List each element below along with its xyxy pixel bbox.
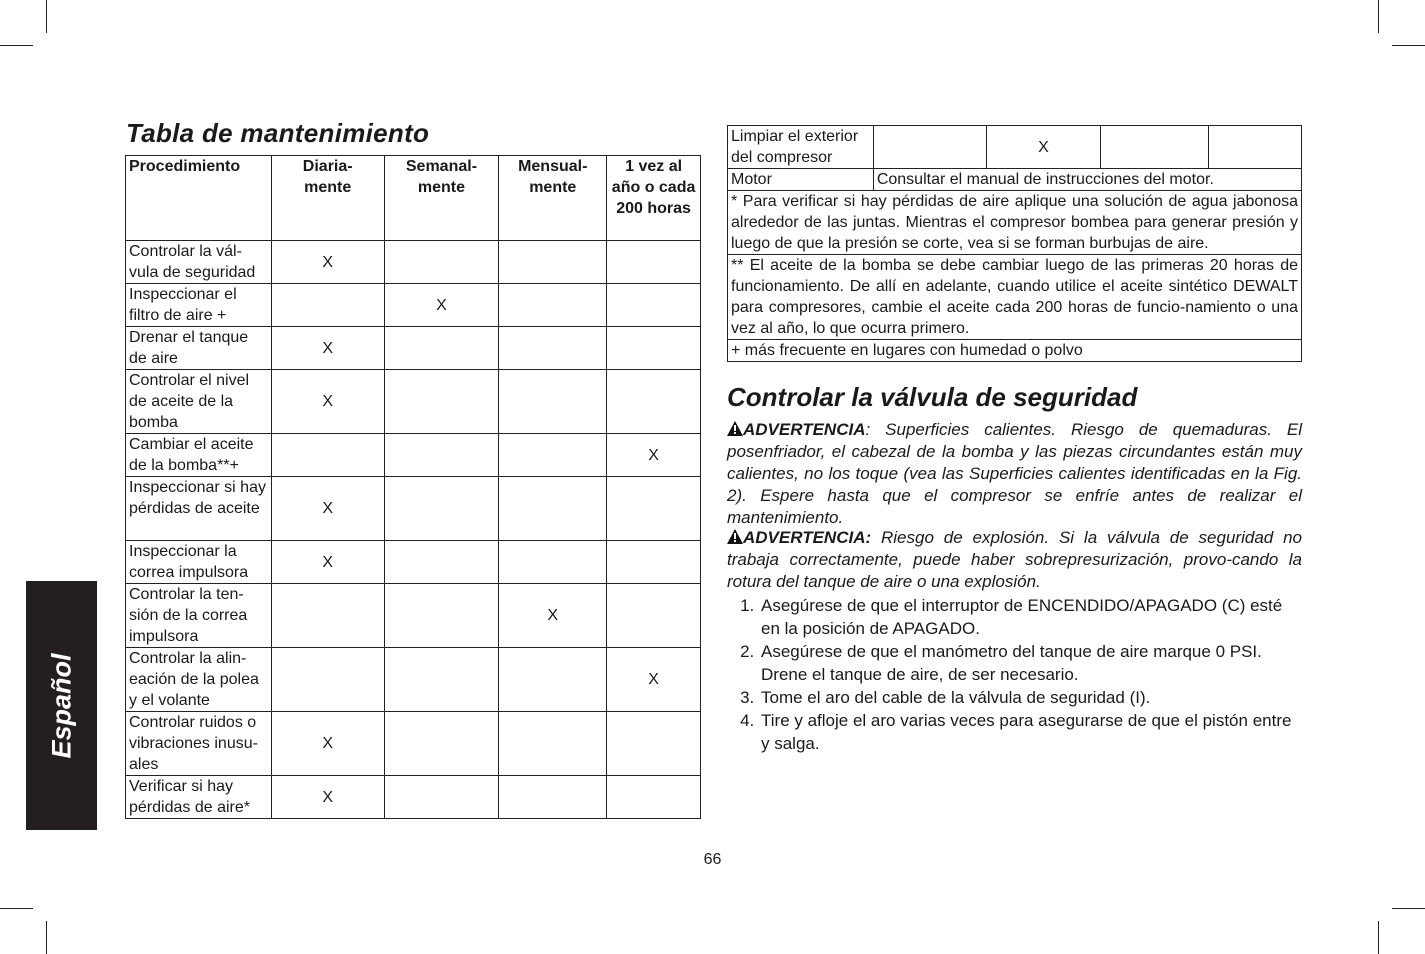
page-title: Tabla de mantenimiento <box>126 118 430 148</box>
mark-cell: X <box>384 284 499 327</box>
mark-cell <box>384 434 499 477</box>
footnote-row <box>728 191 1302 255</box>
mark-cell <box>384 584 499 648</box>
language-label: Español <box>46 652 76 759</box>
procedure-cell: Verificar si hay pérdidas de aire* <box>126 776 272 819</box>
crop-mark <box>0 45 33 46</box>
mark-cell <box>607 284 701 327</box>
section-title: Controlar la válvula de seguridad <box>727 382 1138 412</box>
footnote-air-leaks: * Para verificar si hay pérdidas de aire aplique una solución de agua jabonosa alrededor de las juntas. Mientras el compresor bombea para generar presión y luego de que la presión se corte, vea si se forman burbujas de aire. <box>728 191 1302 255</box>
crop-mark <box>1378 921 1379 954</box>
mark-cell: X <box>607 648 701 712</box>
warning-label: ADVERTENCIA <box>743 420 866 439</box>
procedure-cell: Inspeccionar la correa impulsora <box>126 541 272 584</box>
warning-triangle-icon <box>727 529 743 544</box>
mark-cell: X <box>271 241 384 284</box>
crop-mark <box>46 0 47 33</box>
mark-cell: X <box>271 477 384 541</box>
header-yearly: 1 vez al año o cada 200 horas <box>607 156 701 241</box>
list-item: 3. Tome el aro del cable de la válvula de seguridad (I). <box>759 686 1302 709</box>
motor-instruction: Consultar el manual de instrucciones del motor. <box>873 169 1301 191</box>
mark-cell <box>499 477 607 541</box>
mark-cell <box>607 241 701 284</box>
mark-cell <box>499 776 607 819</box>
procedure-cell: Cambiar el aceite de la bomba**+ <box>126 434 272 477</box>
header-daily: Diaria- mente <box>271 156 384 241</box>
table-header-row <box>126 156 701 241</box>
warning-explosion <box>727 527 1302 593</box>
warning-text: : Superficies calientes. Riesgo de quemaduras. El posenfriador, el cabezal de la bomba y las piezas circundantes están muy calientes, no los toque (vea las Superficies calientes identificadas en la Fig. 2). Espere hasta que el compresor se enfríe antes de realizar el mantenimiento. <box>727 420 1302 527</box>
mark-cell <box>499 712 607 776</box>
mark-cell <box>384 241 499 284</box>
mark-cell <box>607 327 701 370</box>
mark-cell <box>384 648 499 712</box>
mark-cell <box>384 327 499 370</box>
table-row <box>126 477 701 541</box>
mark-cell <box>499 648 607 712</box>
mark-cell <box>384 776 499 819</box>
crop-mark <box>1392 45 1425 46</box>
mark-cell <box>873 126 986 169</box>
footnote-row <box>728 255 1302 340</box>
procedure-cell: Drenar el tanque de aire <box>126 327 272 370</box>
table-row <box>126 648 701 712</box>
table-row <box>728 126 1302 169</box>
table-row <box>728 169 1302 191</box>
procedure-cell: Inspeccionar si hay pérdidas de aceite <box>126 477 272 541</box>
table-row <box>126 776 701 819</box>
crop-mark <box>1392 908 1425 909</box>
mark-cell <box>1101 126 1209 169</box>
mark-cell <box>499 241 607 284</box>
mark-cell: X <box>271 712 384 776</box>
table-row <box>126 370 701 434</box>
crop-mark <box>0 908 33 909</box>
table-row <box>126 241 701 284</box>
mark-cell <box>607 477 701 541</box>
footnote-oil-change: ** El aceite de la bomba se debe cambiar luego de las primeras 20 horas de funcionamiento. De allí en adelante, cuando utilice el aceite sintético DEWALT para compresores, cambie el aceite cada 200 horas de funcio-namiento o una vez al año, lo que ocurra primero. <box>728 255 1302 340</box>
maintenance-table <box>125 155 701 819</box>
table-row <box>126 584 701 648</box>
mark-cell <box>607 584 701 648</box>
table-row <box>126 284 701 327</box>
mark-cell: X <box>986 126 1101 169</box>
warning-text: Riesgo de explosión. Si la válvula de seguridad no trabaja correctamente, puede haber sobrepresurización, provo-cando la rotura del tanque de aire o una explosión. <box>727 528 1302 591</box>
table-row <box>126 712 701 776</box>
mark-cell <box>499 370 607 434</box>
table-row <box>126 327 701 370</box>
procedure-cell: Motor <box>728 169 874 191</box>
list-item: 1. Asegúrese de que el interruptor de ENCENDIDO/APAGADO (C) esté en la posición de APAGADO. <box>759 594 1302 640</box>
mark-cell: X <box>271 541 384 584</box>
footnote-humidity: + más frecuente en lugares con humedad o polvo <box>728 340 1302 362</box>
mark-cell <box>607 370 701 434</box>
mark-cell: X <box>607 434 701 477</box>
mark-cell <box>271 584 384 648</box>
mark-cell <box>271 284 384 327</box>
procedure-cell: Limpiar el exterior del compresor <box>728 126 874 169</box>
warning-hot-surfaces <box>727 419 1302 529</box>
warning-triangle-icon <box>727 421 743 436</box>
mark-cell <box>384 477 499 541</box>
list-item: 2. Asegúrese de que el manómetro del tanque de aire marque 0 PSI. Drene el tanque de aire, de ser necesario. <box>759 640 1302 686</box>
table-row <box>126 541 701 584</box>
crop-mark <box>1378 0 1379 33</box>
mark-cell <box>607 541 701 584</box>
header-procedure: Procedimiento <box>126 156 272 241</box>
mark-cell <box>384 541 499 584</box>
mark-cell <box>271 434 384 477</box>
language-tab <box>26 581 97 830</box>
procedure-cell: Inspeccionar el filtro de aire + <box>126 284 272 327</box>
footnote-row <box>728 340 1302 362</box>
mark-cell <box>607 712 701 776</box>
warning-label: ADVERTENCIA: <box>743 528 872 547</box>
page-number: 66 <box>703 851 722 868</box>
procedure-steps <box>727 594 1302 755</box>
mark-cell: X <box>271 327 384 370</box>
mark-cell <box>384 712 499 776</box>
mark-cell <box>607 776 701 819</box>
mark-cell <box>271 648 384 712</box>
mark-cell <box>499 327 607 370</box>
mark-cell <box>384 370 499 434</box>
procedure-cell: Controlar la ten-sión de la correa impulsora <box>126 584 272 648</box>
maintenance-table-continued <box>727 125 1302 362</box>
list-item: 4. Tire y afloje el aro varias veces para asegurarse de que el pistón entre y salga. <box>759 709 1302 755</box>
crop-mark <box>46 921 47 954</box>
mark-cell: X <box>499 584 607 648</box>
mark-cell <box>499 541 607 584</box>
mark-cell <box>499 434 607 477</box>
mark-cell: X <box>271 776 384 819</box>
mark-cell <box>499 284 607 327</box>
procedure-cell: Controlar ruidos o vibraciones inusu-ales <box>126 712 272 776</box>
procedure-cell: Controlar la vál-vula de seguridad <box>126 241 272 284</box>
table-row <box>126 434 701 477</box>
procedure-cell: Controlar el nivel de aceite de la bomba <box>126 370 272 434</box>
mark-cell <box>1209 126 1302 169</box>
header-weekly: Semanal- mente <box>384 156 499 241</box>
mark-cell: X <box>271 370 384 434</box>
procedure-cell: Controlar la alin-eación de la polea y el volante <box>126 648 272 712</box>
header-monthly: Mensual- mente <box>499 156 607 241</box>
